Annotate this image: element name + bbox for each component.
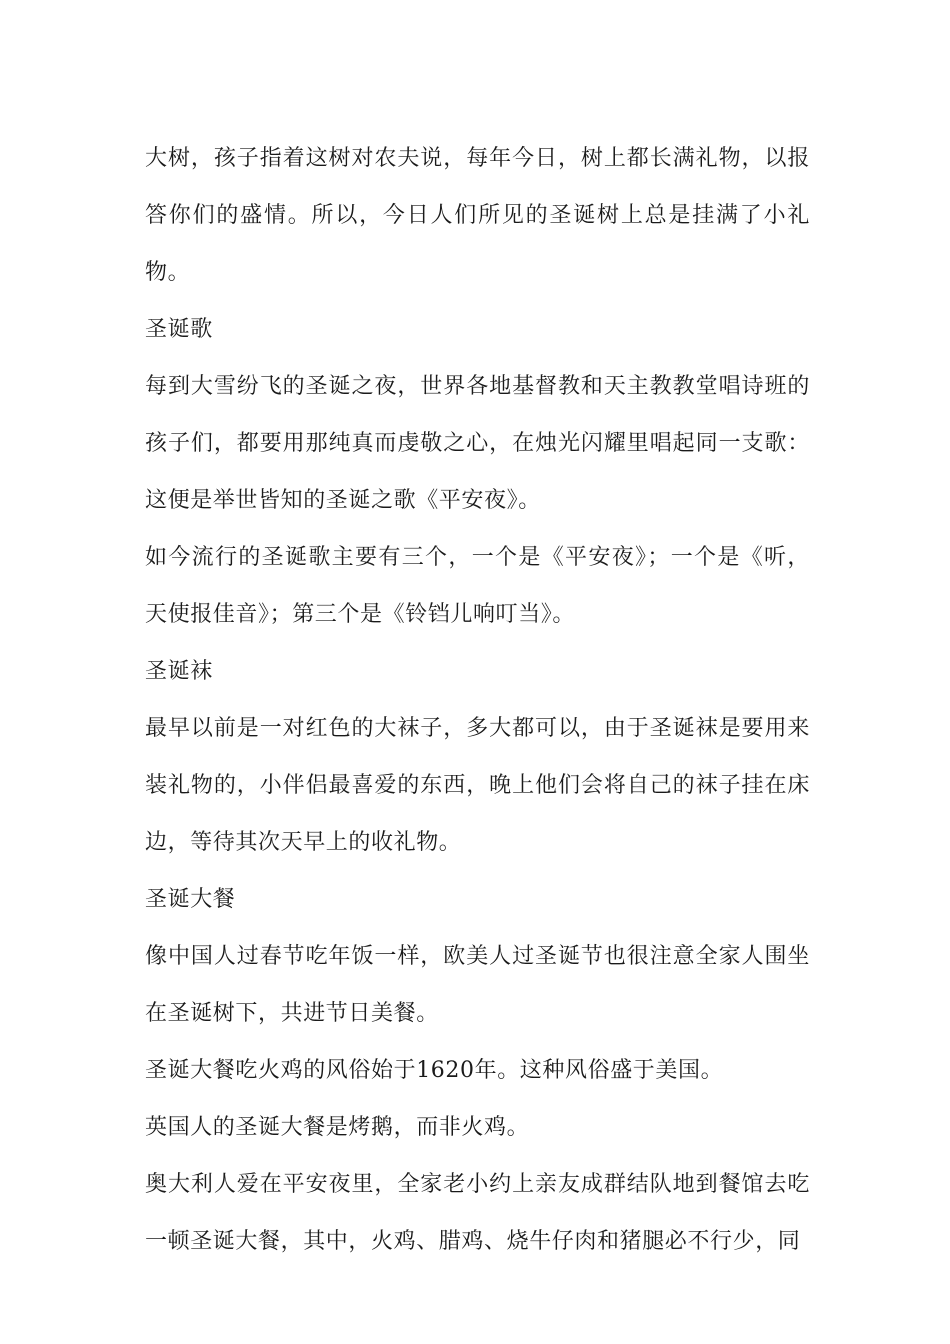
heading-christmas-stocking: 圣诞袜: [145, 659, 213, 684]
heading-christmas-dinner: 圣诞大餐: [145, 887, 236, 912]
paragraph-christmas-dinner-3: 英国人的圣诞大餐是烤鹅，而非火鸡。: [145, 1115, 530, 1140]
document-body: [145, 130, 810, 1270]
paragraph-christmas-stocking: 最早以前是一对红色的大袜子，多大都可以，由于圣诞袜是要用来装礼物的，小伴侣最喜爱的东西，晚上他们会将自己的袜子挂在床边，等待其次天早上的收礼物。: [145, 716, 810, 855]
paragraph-christmas-dinner-4: 奥大利人爱在平安夜里，全家老小约上亲友成群结队地到餐馆去吃一顿圣诞大餐，其中，火鸡、腊鸡、烧牛仔肉和猪腿必不行少，同: [145, 1172, 810, 1254]
paragraph-christmas-dinner-1: 像中国人过春节吃年饭一样，欧美人过圣诞节也很注意全家人围坐在圣诞树下，共进节日美餐。: [145, 944, 810, 1026]
paragraph-christmas-dinner-2: 圣诞大餐吃火鸡的风俗始于1620年。这种风俗盛于美国。: [145, 1058, 724, 1083]
heading-christmas-song: 圣诞歌: [145, 317, 213, 342]
paragraph-christmas-song-1: 每到大雪纷飞的圣诞之夜，世界各地基督教和天主教教堂唱诗班的孩子们，都要用那纯真而虔敬之心，在烛光闪耀里唱起同一支歌：这便是举世皆知的圣诞之歌《平安夜》。: [145, 374, 810, 513]
paragraph-christmas-tree-ending: 大树，孩子指着这树对农夫说，每年今日，树上都长满礼物，以报答你们的盛情。所以，今日人们所见的圣诞树上总是挂满了小礼物。: [145, 146, 810, 285]
paragraph-christmas-song-2: 如今流行的圣诞歌主要有三个，一个是《平安夜》；一个是《听，天使报佳音》；第三个是《铃铛儿响叮当》。: [145, 545, 810, 627]
